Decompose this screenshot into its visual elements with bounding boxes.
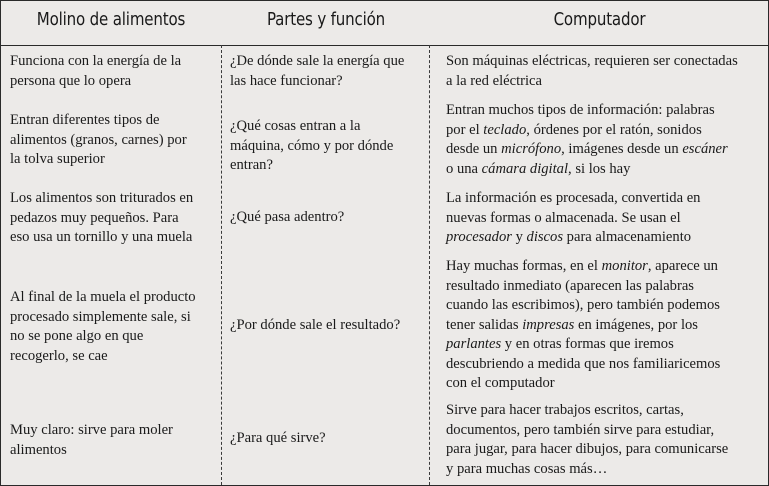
row2-molino: Entran diferentes tipos de alimentos (granos, carnes) por la tolva superior	[10, 112, 187, 167]
header-computador: Computador	[553, 10, 646, 30]
column-divider	[221, 45, 222, 485]
row2-partes: ¿Qué cosas entran a la máquina, cómo y por dónde entran?	[230, 118, 394, 173]
row2-computador: Entran muchos tipos de información: palabras por el teclado, órdenes por el ratón, sonidos desde un micrófono, imágenes desde un escáner o una cámara digital, si los hay	[446, 102, 728, 177]
row1-computador: Son máquinas eléctricas, requieren ser conectadas a la red eléctrica	[446, 53, 738, 89]
row4-molino: Al final de la muela el producto procesado simplemente sale, si no se pone algo en que recogerlo, se cae	[10, 289, 196, 364]
row3-computador: La información es procesada, convertida en nuevas formas o almacenada. Se usan el procesador y discos para almacenamiento	[446, 190, 701, 245]
column-divider	[429, 45, 430, 485]
row1-partes: ¿De dónde sale la energía que las hace funcionar?	[230, 53, 405, 89]
row4-computador: Hay muchas formas, en el monitor, aparece un resultado inmediato (aparecen las palabras cuando las escribimos), pero también podemos tener salidas impresas en imágenes, por los parlantes y en otras formas que iremos descubriendo a medida que nos familiaricemos con el computador	[446, 258, 721, 391]
row3-molino: Los alimentos son triturados en pedazos muy pequeños. Para eso usa un tornillo y una muela	[10, 190, 194, 245]
table-header	[1, 1, 768, 46]
row5-partes: ¿Para qué sirve?	[230, 430, 326, 446]
row4-partes: ¿Por dónde sale el resultado?	[230, 317, 401, 333]
row5-computador: Sirve para hacer trabajos escritos, cartas, documentos, pero también sirve para estudiar, para jugar, para hacer dibujos, para comunicarse y para muchas cosas más…	[446, 402, 729, 477]
row3-partes: ¿Qué pasa adentro?	[230, 209, 345, 225]
header-partes: Partes y función	[266, 10, 386, 30]
row1-molino: Funciona con la energía de la persona que lo opera	[10, 53, 182, 89]
row5-molino: Muy claro: sirve para moler alimentos	[10, 422, 173, 458]
header-molino: Molino de alimentos	[36, 10, 186, 30]
